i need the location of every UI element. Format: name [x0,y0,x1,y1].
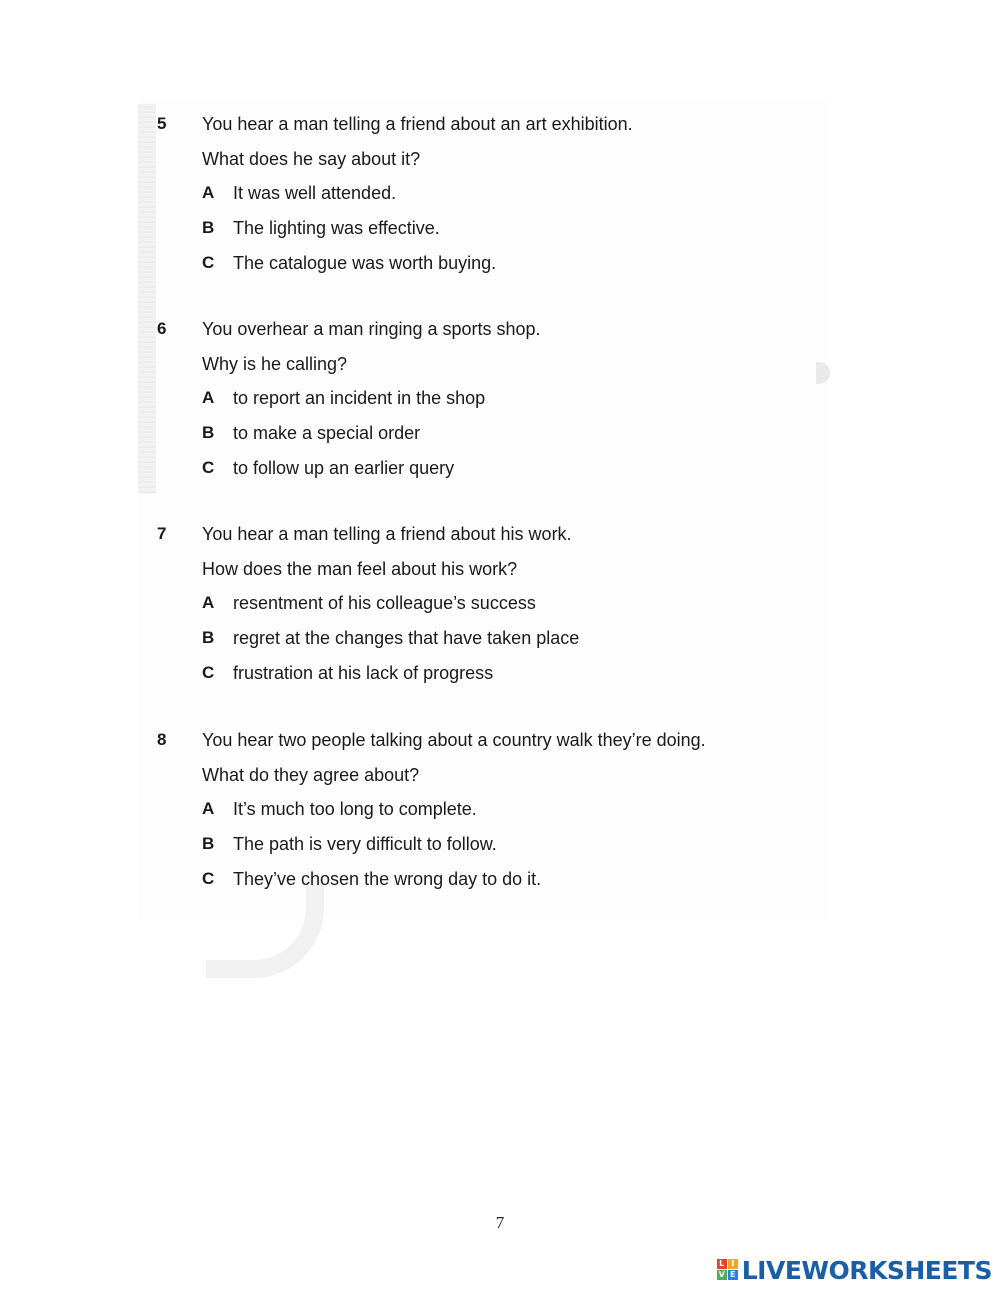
page-number: 7 [495,1213,505,1232]
option-text: It’s much too long to complete. [233,799,477,820]
question-6 [155,319,835,492]
option-text: The catalogue was worth buying. [233,252,497,273]
question-8 [155,730,835,903]
question-prompt: Why is he calling? [202,353,348,374]
option-c[interactable] [155,458,835,493]
option-a[interactable] [155,183,835,218]
option-text: to follow up an earlier query [233,457,455,478]
option-letter: A [202,593,215,613]
option-text: resentment of his colleague’s success [233,593,536,614]
question-context: You hear a man telling a friend about his work. [202,524,572,544]
option-a[interactable] [155,799,835,834]
liveworksheets-logo [717,1256,992,1284]
option-letter: B [202,834,215,854]
option-c[interactable] [155,253,835,288]
option-text: It was well attended. [233,183,397,204]
option-letter: A [202,799,215,819]
option-text: frustration at his lack of progress [233,662,494,683]
question-5 [155,114,835,287]
logo-tile-i: I [728,1259,738,1269]
question-prompt: How does the man feel about his work? [202,558,518,579]
option-text: regret at the changes that have taken place [233,628,580,649]
option-letter: B [202,628,215,648]
question-context: You overhear a man ringing a sports shop. [202,319,541,339]
option-a[interactable] [155,593,835,628]
option-letter: C [202,662,215,682]
logo-tile-e: E [728,1270,738,1280]
option-b[interactable] [155,218,835,253]
question-context: You hear two people talking about a country walk they’re doing. [202,730,706,750]
option-text: to make a special order [233,423,421,444]
option-letter: C [202,457,215,477]
question-number: 8 [157,730,167,749]
question-prompt: What do they agree about? [202,764,420,785]
option-letter: A [202,388,215,408]
option-letter: C [202,252,215,272]
option-b[interactable] [155,423,835,458]
logo-tile-l: L [717,1259,727,1269]
scan-shadow-edge [138,104,156,494]
option-text: They’ve chosen the wrong day to do it. [233,868,542,889]
option-c[interactable] [155,869,835,904]
liveworksheets-wordmark: LIVEWORKSHEETS [741,1255,992,1285]
question-number: 7 [157,524,167,543]
option-text: The path is very difficult to follow. [233,834,497,855]
question-context: You hear a man telling a friend about an art exhibition. [202,114,633,134]
logo-tile-v: V [718,1270,725,1279]
option-letter: A [202,183,215,203]
option-b[interactable] [155,834,835,869]
option-a[interactable] [155,388,835,423]
option-letter: B [202,423,215,443]
option-b[interactable] [155,628,835,663]
option-text: to report an incident in the shop [233,388,486,409]
question-prompt: What does he say about it? [202,148,421,169]
option-c[interactable] [155,663,835,698]
question-number: 6 [157,319,167,338]
option-letter: C [202,868,215,888]
question-number: 5 [157,114,167,133]
option-letter: B [202,218,215,238]
option-text: The lighting was effective. [233,218,440,239]
question-7 [155,524,835,697]
liveworksheets-logo-icon [717,1259,739,1281]
